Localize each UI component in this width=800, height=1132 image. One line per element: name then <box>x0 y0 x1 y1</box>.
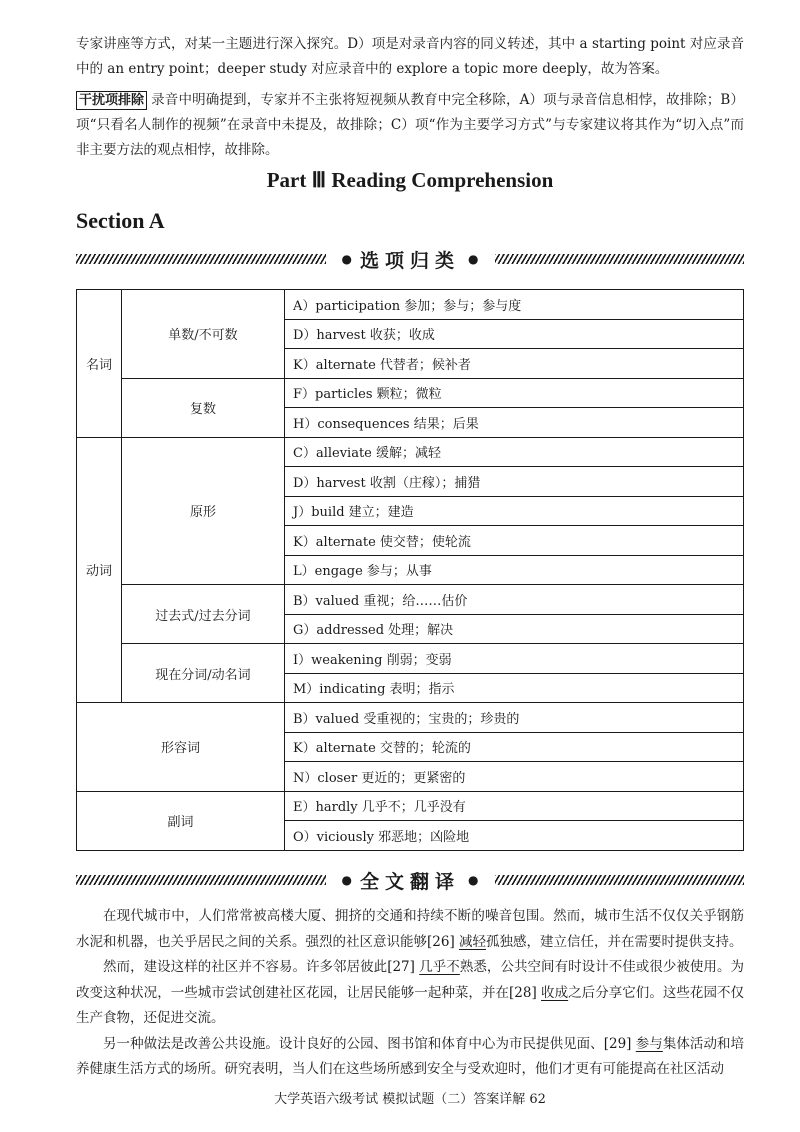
vocab-entry: D）harvest 收获；收成 <box>285 319 744 349</box>
vocab-entry: O）viciously 邪恶地；凶险地 <box>285 821 744 851</box>
hatch-decoration <box>76 875 326 885</box>
text-run: 在现代城市中，人们常常被高楼大厦、拥挤的交通和持续不断的噪音包围。然而，城市生活不仅仅关乎钢筋水泥和机器，也关乎居民之间的关系。强烈的社区意识能够[26] <box>76 908 744 950</box>
table-row <box>77 791 744 821</box>
vocab-entry: K）alternate 交替的；轮流的 <box>285 732 744 762</box>
answer-blank: 减轻 <box>459 933 487 950</box>
table-row <box>77 378 744 408</box>
vocab-entry: A）participation 参加；参与；参与度 <box>285 290 744 320</box>
translation-section <box>76 904 744 1083</box>
vocab-entry: D）harvest 收割（庄稼）；捕猎 <box>285 467 744 497</box>
vocab-entry: I）weakening 削弱；变弱 <box>285 644 744 674</box>
table-row <box>77 585 744 615</box>
vocab-entry: K）alternate 使交替；使轮流 <box>285 526 744 556</box>
subcat-noun-singular: 单数/不可数 <box>122 290 285 379</box>
translation-paragraph <box>76 955 744 1032</box>
subcat-noun-plural: 复数 <box>122 378 285 437</box>
table-row <box>77 437 744 467</box>
vocab-entry: E）hardly 几乎不；几乎没有 <box>285 791 744 821</box>
vocab-entry: H）consequences 结果；后果 <box>285 408 744 438</box>
option-classification-banner <box>76 247 744 271</box>
text-run: 集体活动和培养健康生活方式的场所。研究表明，当人们在这些场所感到安全与受欢迎时，他们才更有可能提高在社区活动 <box>76 1035 745 1077</box>
table-row <box>77 703 744 733</box>
subcat-verb-ing: 现在分词/动名词 <box>122 644 285 703</box>
distractor-paragraph <box>76 88 744 163</box>
text-run: 然而，建设这样的社区并不容易。许多邻居彼此[27] <box>103 959 420 975</box>
bullet-icon: ● <box>341 873 352 887</box>
translation-paragraph <box>76 904 744 955</box>
hatch-decoration <box>495 875 745 885</box>
vocab-entry: K）alternate 代替者；候补者 <box>285 349 744 379</box>
page-footer: 大学英语六级考试 模拟试题（二）答案详解 62 <box>274 1092 546 1107</box>
vocab-entry: B）valued 重视；给……估价 <box>285 585 744 615</box>
vocab-entry: F）particles 颗粒；微粒 <box>285 378 744 408</box>
bullet-icon: ● <box>468 873 479 887</box>
pos-noun: 名词 <box>77 290 122 438</box>
banner-title: 全文翻译 <box>360 870 461 893</box>
pos-adverb: 副词 <box>77 791 285 850</box>
bullet-icon: ● <box>341 252 352 266</box>
vocab-entry: G）addressed 处理；解决 <box>285 614 744 644</box>
vocab-entry: L）engage 参与；从事 <box>285 555 744 585</box>
distractor-tag: 干扰项排除 <box>76 91 147 110</box>
pos-adjective: 形容词 <box>77 703 285 792</box>
vocab-entry: B）valued 受重视的；宝贵的；珍贵的 <box>285 703 744 733</box>
full-translation-banner <box>76 868 744 892</box>
vocab-entry: N）closer 更近的；更紧密的 <box>285 762 744 792</box>
text-run: 孤独感，建立信任，并在需要时提供支持。 <box>486 933 743 950</box>
translation-paragraph <box>76 1032 744 1083</box>
banner-title: 选项归类 <box>360 249 461 272</box>
hatch-decoration <box>76 254 326 264</box>
vocab-entry: C）alleviate 缓解；减轻 <box>285 437 744 467</box>
part-title: Part Ⅲ Reading Comprehension <box>266 168 554 192</box>
distractor-text: 录音中明确提到，专家并不主张将短视频从教育中完全移除，A）项与录音信息相悖，故排除；B）项“只看名人制作的视频”在录音中未提及，故排除；C）项“作为主要学习方式”与专家建议将其作为“切入点”而非主要方法的观点相悖，故排除。 <box>76 92 744 158</box>
pos-verb: 动词 <box>77 437 122 703</box>
answer-blank: 收成 <box>541 984 569 1001</box>
text-run: 另一种做法是改善公共设施。设计良好的公园、图书馆和体育中心为市民提供见面、[29] <box>103 1035 636 1052</box>
table-row <box>77 290 744 320</box>
answer-blank: 参与 <box>635 1035 663 1052</box>
subcat-verb-base: 原形 <box>122 437 285 585</box>
text-run: 熟悉，公共空间有时设计不佳或很少被使用。为改变这种状况，一些城市尝试创建社区花园，让居民能够一起种菜，并在[28] <box>76 959 745 1001</box>
answer-explanation-paragraph: 专家讲座等方式，对某一主题进行深入探究。D）项是对录音内容的同义转述，其中 a starting point 对应录音中的 an entry point；deeper study 对应录音中的 explore a topic more deeply，故为答案。 <box>76 36 744 77</box>
vocab-entry: J）build 建立；建造 <box>285 496 744 526</box>
vocab-table <box>76 289 744 851</box>
vocab-entry: M）indicating 表明；指示 <box>285 673 744 703</box>
answer-blank: 几乎不 <box>419 959 460 975</box>
bullet-icon: ● <box>468 252 479 266</box>
subcat-verb-past: 过去式/过去分词 <box>122 585 285 644</box>
hatch-decoration <box>495 254 745 264</box>
table-row <box>77 644 744 674</box>
text-run: 之后分享它们。这些花园不仅生产食物，还促进交流。 <box>76 984 745 1026</box>
section-title: Section A <box>76 208 165 233</box>
